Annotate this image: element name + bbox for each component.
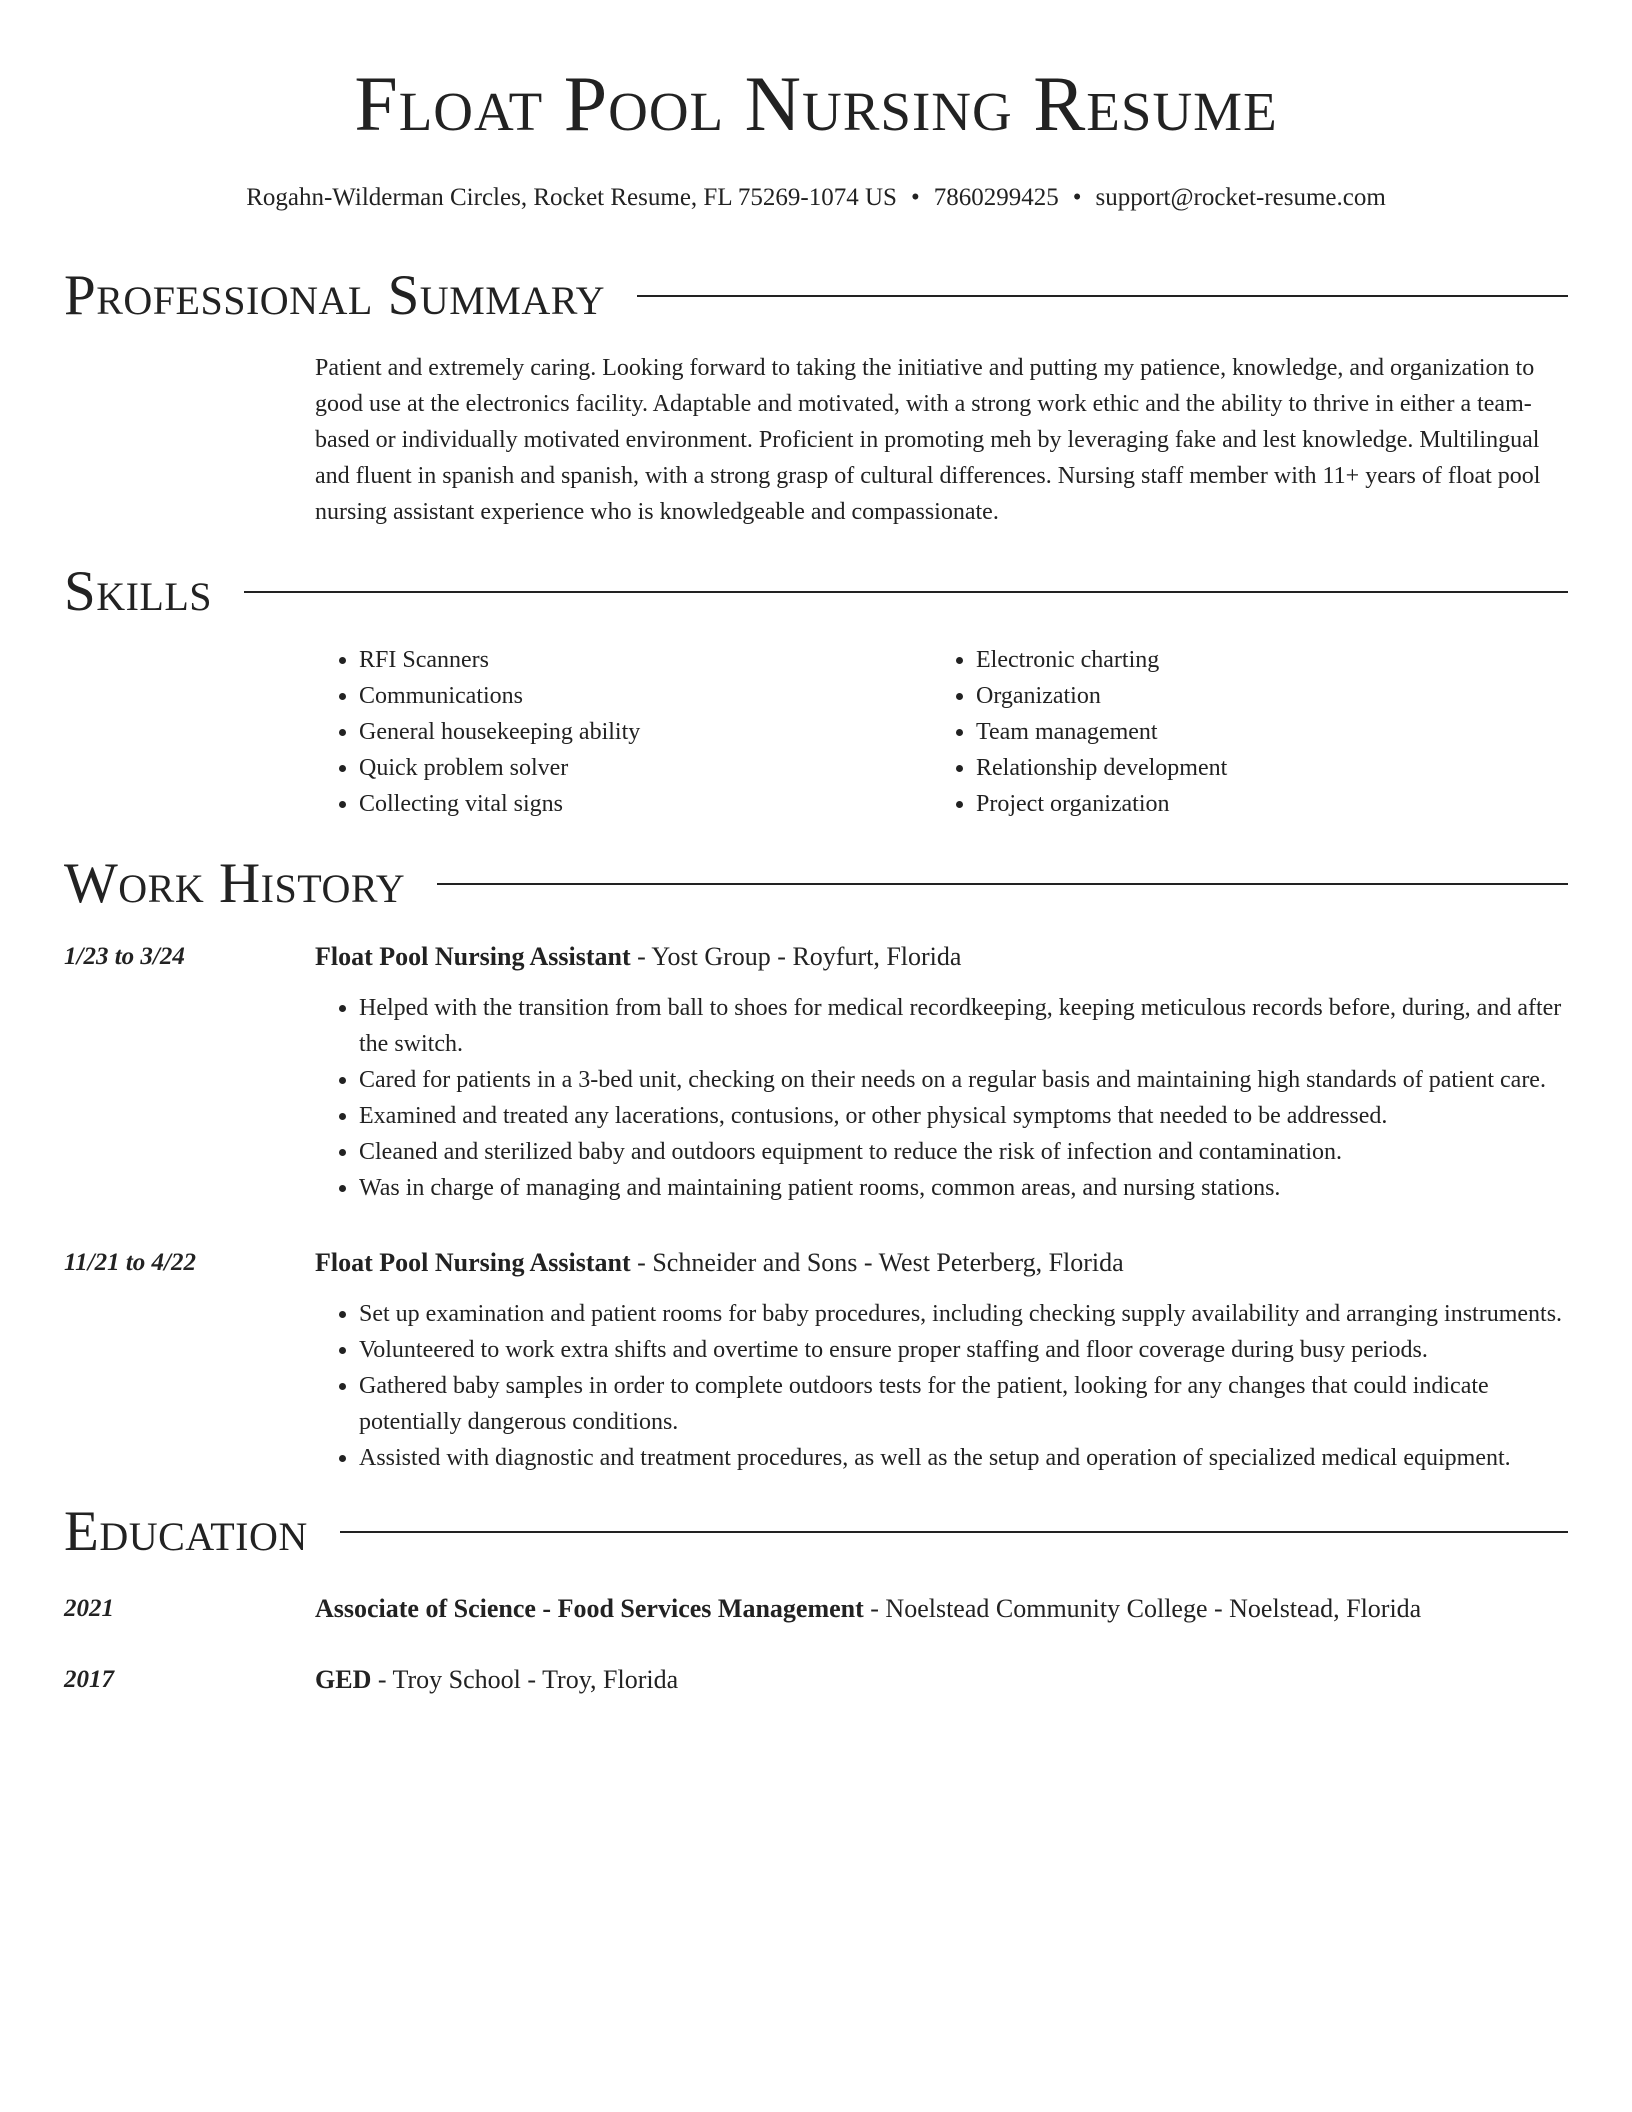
job-heading (315, 938, 1568, 976)
job-title: Float Pool Nursing Assistant (315, 1248, 631, 1277)
education-content (315, 1661, 1568, 1699)
skills-column-left (315, 642, 932, 822)
education-heading-line (315, 1590, 1568, 1628)
education-entry (64, 1661, 1568, 1699)
skill-item: • Communications (359, 678, 932, 714)
summary-text: Patient and extremely caring. Looking forward to taking the initiative and putting my patience, knowledge, and organization to good use at the electronics facility. Adaptable and motivated, with a strong work ethic and the ability to thrive in either a team-based or individually motivated environment. Proficient in promoting meh by leveraging fake and lest knowledge. Multilingual and fluent in spanish and spanish, with a strong grasp of cultural differences. Nursing staff member with 11+ years of float pool nursing assistant experience who is knowledgeable and compassionate. (315, 355, 1541, 525)
skill-item: • Collecting vital signs (359, 786, 932, 822)
contact-separator: • (910, 184, 920, 211)
job-content (315, 1244, 1568, 1476)
contact-phone: 7860299425 (933, 184, 1059, 211)
skill-item: • RFI Scanners (359, 642, 932, 678)
job-bullet: • Volunteered to work extra shifts and overtime to ensure proper staffing and floor coverage during busy periods. (359, 1332, 1568, 1368)
summary-section-header (64, 264, 1568, 328)
education-degree: GED (315, 1665, 372, 1694)
work-heading: Work History (64, 852, 406, 915)
job-heading (315, 1244, 1568, 1282)
section-divider (340, 1531, 1568, 1533)
job-title: Float Pool Nursing Assistant (315, 942, 631, 971)
skills-list (315, 642, 1568, 822)
skills-heading: Skills (64, 560, 213, 623)
education-year: 2021 (64, 1595, 114, 1622)
job-employer: - Schneider and Sons - West Peterberg, Florida (630, 1248, 1124, 1277)
section-divider (437, 883, 1568, 885)
skill-item: • Project organization (976, 786, 1549, 822)
contact-separator: • (1072, 184, 1082, 211)
job-bullet: • Cleaned and sterilized baby and outdoors equipment to reduce the risk of infection and contamination. (359, 1134, 1568, 1170)
job-bullets (315, 990, 1568, 1206)
contact-line (64, 182, 1568, 214)
job-dates: 11/21 to 4/22 (64, 1249, 196, 1276)
job-employer: - Yost Group - Royfurt, Florida (630, 942, 962, 971)
education-degree: Associate of Science - Food Services Management (315, 1594, 864, 1623)
job-dates: 1/23 to 3/24 (64, 943, 185, 970)
job-bullet: • Cared for patients in a 3-bed unit, checking on their needs on a regular basis and maintaining high standards of patient care. (359, 1062, 1568, 1098)
education-year: 2017 (64, 1666, 114, 1693)
job-bullet: • Assisted with diagnostic and treatment procedures, as well as the setup and operation of specialized medical equipment. (359, 1440, 1568, 1476)
section-divider (244, 591, 1568, 593)
job-bullet: • Helped with the transition from ball to shoes for medical recordkeeping, keeping meticulous records before, during, and after the switch. (359, 990, 1568, 1062)
job-entry (64, 938, 1568, 1206)
education-school: - Troy School - Troy, Florida (371, 1665, 679, 1694)
summary-heading: Professional Summary (64, 264, 606, 327)
job-bullet: • Set up examination and patient rooms for baby procedures, including checking supply availability and arranging instruments. (359, 1296, 1568, 1332)
job-content (315, 938, 1568, 1206)
job-bullet: • Gathered baby samples in order to complete outdoors tests for the patient, looking for any changes that could indicate potentially dangerous conditions. (359, 1368, 1568, 1440)
contact-email: support@rocket-resume.com (1095, 184, 1386, 211)
resume-title: Float Pool Nursing Resume (354, 60, 1278, 147)
section-divider (637, 295, 1568, 297)
job-bullet: • Examined and treated any lacerations, contusions, or other physical symptoms that needed to be addressed. (359, 1098, 1568, 1134)
skill-item: • Team management (976, 714, 1549, 750)
skill-item: • Electronic charting (976, 642, 1549, 678)
skill-item: • Relationship development (976, 750, 1549, 786)
education-entry (64, 1590, 1568, 1628)
job-bullets (315, 1296, 1568, 1476)
skill-item: • General housekeeping ability (359, 714, 932, 750)
education-school: - Noelstead Community College - Noelstead, Florida (863, 1594, 1422, 1623)
contact-address: Rogahn-Wilderman Circles, Rocket Resume, FL 75269-1074 US (246, 184, 897, 211)
education-content (315, 1590, 1568, 1628)
education-heading-line (315, 1661, 1568, 1699)
job-entry (64, 1244, 1568, 1476)
skill-item: • Organization (976, 678, 1549, 714)
education-section-header (64, 1500, 1568, 1564)
skill-item: • Quick problem solver (359, 750, 932, 786)
skills-section-header (64, 560, 1568, 624)
skills-column-right (932, 642, 1549, 822)
work-section-header (64, 852, 1568, 916)
education-heading: Education (64, 1500, 308, 1563)
job-bullet: • Was in charge of managing and maintaining patient rooms, common areas, and nursing stations. (359, 1170, 1568, 1206)
